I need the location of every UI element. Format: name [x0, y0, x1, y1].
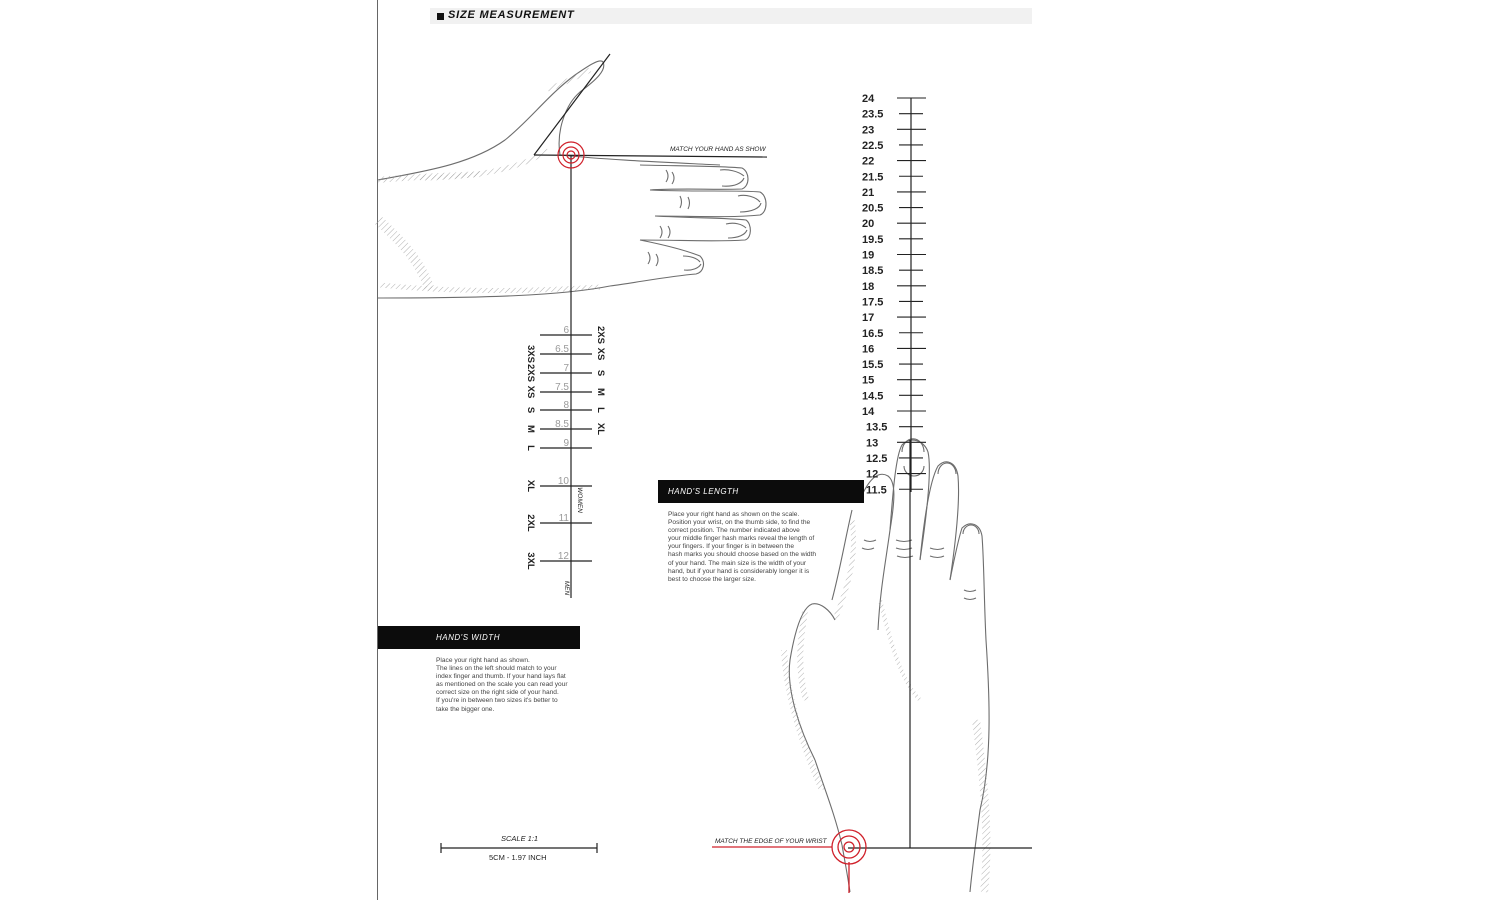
instruction-line: correct position. The number indicated above	[668, 527, 800, 535]
instruction-line: hash marks you should choose based on the width	[668, 551, 817, 559]
instruction-line: Position your wrist, on the thumb side, to find the	[668, 519, 811, 527]
hands-length-instructions	[668, 511, 830, 584]
instruction-line: The lines on the left should match to your	[436, 665, 557, 673]
hands-width-instructions	[436, 657, 586, 714]
match-hand-note: MATCH YOUR HAND AS SHOW	[670, 146, 766, 153]
width-scale-value: 7	[563, 363, 569, 374]
women-size-label: XS	[595, 347, 606, 361]
instruction-line: correct size on the right side of your hand.	[436, 689, 559, 697]
ruler-value: 16	[862, 343, 875, 356]
ruler-value: 18.5	[862, 265, 884, 278]
width-scale-value: 8	[563, 400, 569, 411]
men-size-label: S	[525, 406, 536, 414]
instruction-line: as mentioned on the scale you can read your	[436, 681, 568, 689]
ruler-value: 19	[862, 249, 875, 262]
women-label: WOMEN	[576, 487, 583, 513]
ruler-value: 22	[862, 155, 875, 168]
ruler-value: 20.5	[862, 202, 884, 215]
instruction-line: index finger and thumb. If your hand lays flat	[436, 673, 566, 681]
scale-measure: 5CM - 1.97 INCH	[489, 853, 547, 862]
men-size-label: M	[525, 425, 536, 433]
hand-width-illustration	[378, 61, 766, 298]
instruction-line: best to choose the larger size.	[668, 575, 756, 583]
ruler-value: 14.5	[862, 390, 884, 403]
ruler-value: 20	[862, 218, 875, 231]
women-size-label: XL	[595, 422, 606, 436]
ruler-value: 18	[862, 280, 875, 293]
width-scale-value: 11	[558, 513, 569, 524]
scale-bar	[441, 843, 597, 853]
ruler-value: 11.5	[866, 484, 887, 497]
ruler-value: 17.5	[862, 296, 884, 309]
instruction-line: If you're in between two sizes it's better to	[436, 697, 558, 705]
page-title: SIZE MEASUREMENT	[448, 9, 575, 21]
instruction-line: your middle finger hash marks reveal the length of	[668, 535, 815, 543]
width-scale-value: 9	[563, 438, 569, 449]
ruler-value: 17	[862, 312, 875, 325]
men-size-label: 2XS	[525, 364, 536, 382]
ruler-value: 19.5	[862, 233, 884, 246]
men-size-label: 3XS	[525, 345, 536, 363]
ruler-value: 24	[862, 93, 875, 105]
hands-width-heading: HAND'S WIDTH	[378, 626, 580, 649]
ruler-value: 23	[862, 124, 875, 137]
width-scale-value: 12	[557, 551, 569, 562]
ruler-value: 22.5	[862, 139, 884, 152]
ruler-value: 12	[866, 468, 879, 481]
men-size-label: 3XL	[525, 552, 536, 570]
instruction-line: of your hand. The main size is the width of your	[668, 559, 807, 567]
scale-label: SCALE 1:1	[501, 834, 539, 843]
women-size-label: S	[595, 369, 606, 377]
men-size-label: XS	[525, 385, 536, 399]
width-scale	[525, 325, 606, 596]
length-ruler	[862, 93, 926, 496]
width-scale-value: 7.5	[555, 382, 569, 393]
instruction-line: take the bigger one.	[436, 705, 495, 713]
women-size-label: L	[595, 407, 606, 413]
ruler-value: 15	[862, 374, 875, 387]
men-label: MEN	[563, 580, 570, 596]
men-size-label: 2XL	[525, 514, 536, 532]
instruction-line: your fingers. If your finger is in between the	[668, 543, 795, 551]
ruler-value: 14	[862, 406, 875, 418]
hand-length-illustration	[784, 439, 989, 892]
ruler-value: 13.5	[866, 421, 888, 434]
width-scale-value: 8.5	[555, 419, 569, 430]
match-wrist-note: MATCH THE EDGE OF YOUR WRIST	[715, 838, 827, 845]
men-size-label: XL	[525, 479, 536, 493]
men-size-label: L	[525, 445, 536, 451]
instruction-line: Place your right hand as shown.	[436, 657, 530, 664]
ruler-value: 12.5	[866, 452, 888, 465]
ruler-value: 15.5	[862, 359, 884, 372]
ruler-value: 23.5	[862, 108, 884, 121]
ruler-value: 21	[862, 186, 875, 199]
width-scale-value: 10	[557, 476, 569, 487]
ruler-value: 13	[866, 437, 879, 450]
hands-length-heading: HAND'S LENGTH	[658, 480, 864, 503]
width-scale-value: 6.5	[555, 344, 569, 355]
width-scale-value: 6	[563, 325, 569, 336]
instruction-line: Place your right hand as shown on the scale.	[668, 511, 800, 518]
ruler-value: 21.5	[862, 171, 884, 184]
women-size-label: 2XS	[595, 326, 606, 344]
women-size-label: M	[595, 388, 606, 396]
ruler-value: 16.5	[862, 327, 884, 340]
instruction-line: hand, but if your hand is considerably longer it is	[668, 567, 810, 575]
